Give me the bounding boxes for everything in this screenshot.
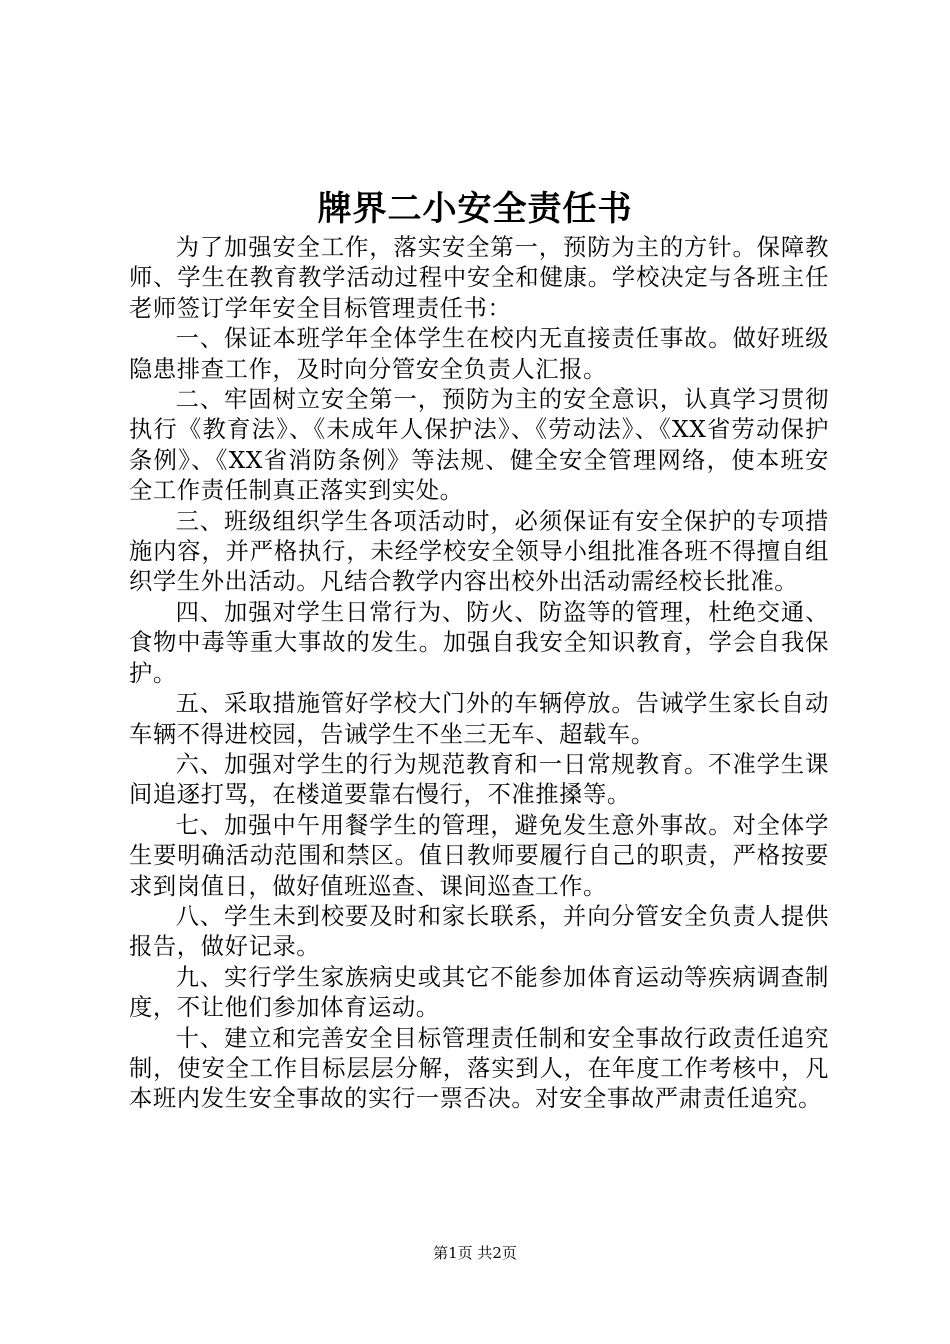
clause-4-paragraph: 四、加强对学生日常行为、防火、防盗等的管理，杜绝交通、食物中毒等重大事故的发生。加强自我安全知识教育，学会自我保护。 — [129, 598, 829, 687]
document-body — [129, 233, 829, 1115]
clause-1-paragraph: 一、保证本班学年全体学生在校内无直接责任事故。做好班级隐患排查工作，及时向分管安全负责人汇报。 — [129, 325, 829, 383]
document-title: 牌界二小安全责任书 — [317, 189, 633, 229]
clause-9-paragraph: 九、实行学生家族病史或其它不能参加体育运动等疾病调查制度，不让他们参加体育运动。 — [129, 963, 829, 1022]
clause-6-paragraph: 六、加强对学生的行为规范教育和一日常规教育。不准学生课间追逐打骂，在楼道要靠右慢行，不准推搡等。 — [129, 750, 829, 809]
clause-8-paragraph: 八、学生未到校要及时和家长联系，并向分管安全负责人提供报告，做好记录。 — [129, 902, 829, 961]
clause-3-paragraph: 三、班级组织学生各项活动时，必须保证有安全保护的专项措施内容，并严格执行，未经学校安全领导小组批准各班不得擅自组织学生外出活动。凡结合教学内容出校外出活动需经校长批准。 — [129, 507, 829, 596]
clause-2-paragraph: 二、牢固树立安全第一，预防为主的安全意识，认真学习贯彻执行《教育法》、《未成年人保护法》、《劳动法》、《XX省劳动保护条例》、《XX省消防条例》等法规、健全安全管理网络，使本班安全工作责任制真正落实到实处。 — [129, 386, 829, 505]
clause-5-paragraph: 五、采取措施管好学校大门外的车辆停放。告诫学生家长自动车辆不得进校园，告诫学生不坐三无车、超载车。 — [129, 690, 829, 748]
page-number-footer: 第1页 共2页 — [433, 1244, 517, 1262]
clause-7-paragraph: 七、加强中午用餐学生的管理，避免发生意外事故。对全体学生要明确活动范围和禁区。值日教师要履行自己的职责，严格按要求到岗值日，做好值班巡查、课间巡查工作。 — [129, 811, 829, 900]
intro-paragraph: 为了加强安全工作，落实安全第一，预防为主的方针。保障教师、学生在教育教学活动过程中安全和健康。学校决定与各班主任老师签订学年安全目标管理责任书： — [129, 234, 829, 322]
clause-10-paragraph: 十、建立和完善安全目标管理责任制和安全事故行政责任追究制，使安全工作目标层层分解，落实到人，在年度工作考核中，凡本班内发生安全事故的实行一票否决。对安全事故严肃责任追究。 — [129, 1024, 829, 1113]
